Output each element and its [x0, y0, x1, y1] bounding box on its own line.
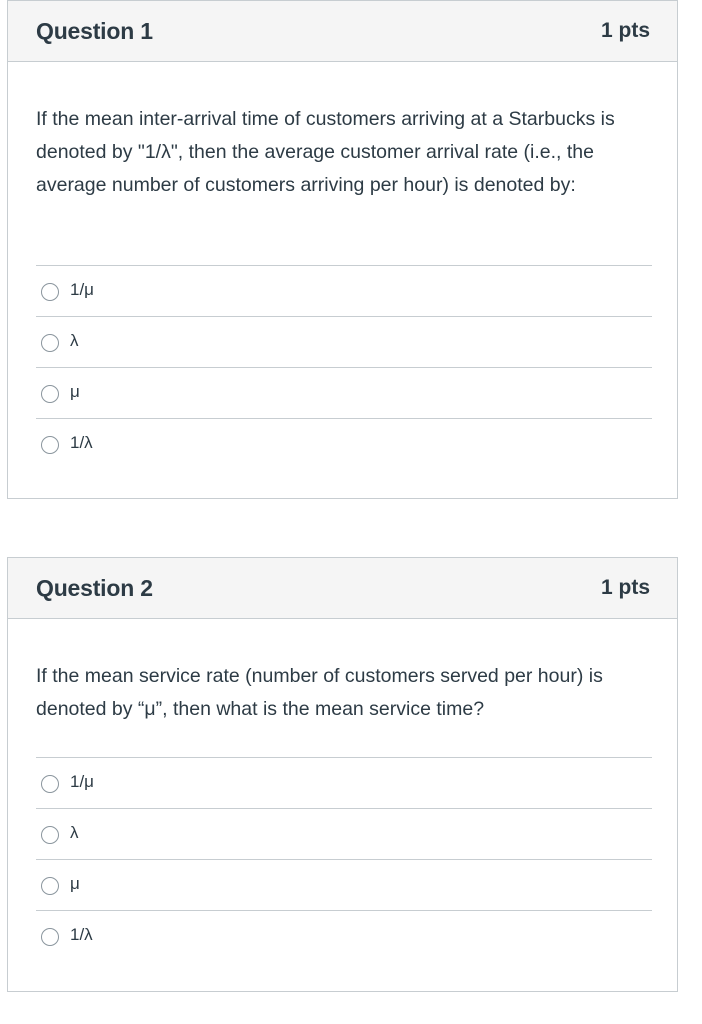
question-card-2 [7, 557, 678, 992]
answer-label: 1/λ [70, 925, 93, 944]
answer-list [36, 757, 652, 961]
radio-button[interactable] [41, 877, 59, 895]
answer-label: 1/μ [70, 280, 94, 299]
question-points: 1 pts [600, 576, 650, 599]
question-header [8, 1, 677, 62]
question-header [8, 558, 677, 619]
radio-button[interactable] [41, 928, 59, 946]
answer-option[interactable] [36, 757, 652, 808]
question-text: If the mean inter-arrival time of customers arriving at a Starbucks is denoted by "1/λ", then the average customer arrival rate (i.e., the average number of customers arriving per hour) is denoted by: [36, 108, 615, 196]
question-card-1 [7, 0, 678, 499]
question-title: Question 1 [36, 18, 153, 44]
answer-label: λ [70, 331, 79, 350]
answer-option[interactable] [36, 316, 652, 367]
answer-option[interactable] [36, 910, 652, 961]
radio-button[interactable] [41, 283, 59, 301]
answer-option[interactable] [36, 367, 652, 418]
answer-label: μ [70, 874, 80, 893]
question-points: 1 pts [600, 19, 650, 42]
answer-option[interactable] [36, 859, 652, 910]
answer-option[interactable] [36, 808, 652, 859]
radio-button[interactable] [41, 436, 59, 454]
answer-option[interactable] [36, 418, 652, 469]
question-title: Question 2 [36, 575, 153, 601]
answer-list [36, 265, 652, 469]
answer-option[interactable] [36, 265, 652, 316]
radio-button[interactable] [41, 385, 59, 403]
radio-button[interactable] [41, 826, 59, 844]
answer-label: μ [70, 382, 80, 401]
answer-label: 1/μ [70, 772, 94, 791]
radio-button[interactable] [41, 775, 59, 793]
answer-label: λ [70, 823, 79, 842]
question-text: If the mean service rate (number of customers served per hour) is denoted by “μ”, then what is the mean service time? [36, 665, 603, 720]
radio-button[interactable] [41, 334, 59, 352]
answer-label: 1/λ [70, 433, 93, 452]
